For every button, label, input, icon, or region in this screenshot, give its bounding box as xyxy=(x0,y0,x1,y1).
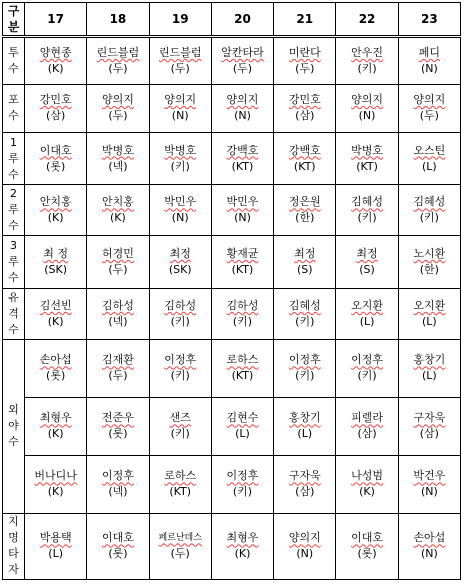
team-abbr: (롯) xyxy=(46,369,66,383)
player-name: 황재균 xyxy=(226,247,259,261)
player-name: 린드블럼 xyxy=(158,45,202,59)
player-name: 양의지 xyxy=(351,93,383,107)
team-abbr: (KT) xyxy=(231,369,254,383)
player-name: 최정 xyxy=(169,247,191,261)
player-cell xyxy=(336,339,398,397)
team-abbr: (삼) xyxy=(295,485,315,499)
player-cell xyxy=(211,84,273,132)
player-cell xyxy=(25,289,87,340)
player-name: 홍창기 xyxy=(413,353,446,367)
player-cell xyxy=(149,37,211,85)
team-abbr: (N) xyxy=(296,547,314,561)
player-cell xyxy=(398,132,460,185)
player-name: 전준우 xyxy=(101,411,134,425)
player-name: 양의지 xyxy=(164,93,197,107)
column-header: 17 xyxy=(25,3,87,37)
team-abbr: (두) xyxy=(170,547,190,561)
team-abbr: (삼) xyxy=(295,109,315,123)
table-row xyxy=(3,513,461,579)
player-cell xyxy=(25,37,87,85)
team-abbr: (KT) xyxy=(356,159,378,173)
player-name: 최형우 xyxy=(39,411,72,425)
player-cell xyxy=(274,397,336,455)
player-name: 최형우 xyxy=(226,531,259,545)
player-cell xyxy=(25,84,87,132)
category-char: 지 xyxy=(8,515,19,529)
player-cell xyxy=(336,37,398,85)
player-name: 이정후 xyxy=(288,353,321,367)
category-char: 수 xyxy=(8,219,19,233)
team-abbr: (키) xyxy=(357,369,377,383)
player-name: 손아섭 xyxy=(413,531,446,545)
player-cell xyxy=(87,84,149,132)
team-abbr: (KT) xyxy=(293,159,316,173)
player-cell xyxy=(336,289,398,340)
player-name: 양의지 xyxy=(101,93,134,107)
category-char: 투 xyxy=(8,45,19,59)
team-abbr: (L) xyxy=(235,427,250,441)
player-cell xyxy=(211,132,273,185)
player-name: 이정후 xyxy=(351,353,383,367)
player-name: 이대호 xyxy=(101,531,134,545)
player-cell xyxy=(398,339,460,397)
player-name: 최 정 xyxy=(43,247,69,261)
table-row xyxy=(3,455,461,513)
team-abbr: (N) xyxy=(171,211,189,225)
team-abbr: (두) xyxy=(232,61,253,75)
team-abbr: (K) xyxy=(47,485,64,499)
player-name: 최정 xyxy=(294,247,316,261)
category-char: 명 xyxy=(8,531,19,545)
category-char: 1 xyxy=(10,135,17,149)
player-name: 양의지 xyxy=(226,93,259,107)
team-abbr: (N) xyxy=(358,109,376,123)
team-abbr: (삼) xyxy=(46,109,66,123)
team-abbr: (L) xyxy=(421,159,437,173)
player-name: 김재환 xyxy=(101,353,134,367)
team-abbr: (두) xyxy=(295,61,315,75)
team-abbr: (N) xyxy=(171,109,189,123)
player-cell xyxy=(274,84,336,132)
team-abbr: (두) xyxy=(419,109,439,123)
player-name: 이대호 xyxy=(351,531,383,545)
player-name: 박병호 xyxy=(101,143,134,157)
category-label xyxy=(3,132,25,185)
team-abbr: (K) xyxy=(47,211,64,225)
player-cell xyxy=(149,185,211,236)
team-abbr: (L) xyxy=(421,315,437,329)
player-cell xyxy=(211,339,273,397)
player-cell xyxy=(211,37,273,85)
team-abbr: (L) xyxy=(421,369,437,383)
category-label xyxy=(3,513,25,579)
player-name: 양의지 xyxy=(288,531,321,545)
category-char: 루 xyxy=(8,203,19,217)
player-cell xyxy=(274,455,336,513)
player-name: 피렐라 xyxy=(351,411,383,425)
team-abbr: (키) xyxy=(232,485,253,499)
player-cell xyxy=(87,513,149,579)
team-abbr: (S) xyxy=(296,263,313,277)
player-cell xyxy=(211,455,273,513)
team-abbr: (SK) xyxy=(44,263,68,277)
team-abbr: (K) xyxy=(47,427,64,441)
player-cell xyxy=(25,185,87,236)
player-name: 이정후 xyxy=(226,469,259,483)
header-row xyxy=(3,3,461,37)
team-abbr: (두) xyxy=(108,61,128,75)
player-cell xyxy=(398,236,460,289)
category-char: 격 xyxy=(8,307,19,321)
column-header: 19 xyxy=(149,3,211,37)
player-name: 박용택 xyxy=(39,531,72,545)
corner-char: 구 xyxy=(7,4,20,18)
player-name: 김하성 xyxy=(101,299,134,313)
player-cell xyxy=(149,513,211,579)
player-name: 안우진 xyxy=(351,45,383,59)
player-name: 이대호 xyxy=(39,143,72,157)
player-cell xyxy=(398,185,460,236)
team-abbr: (K) xyxy=(47,61,64,75)
player-name: 박건우 xyxy=(413,469,446,483)
team-abbr: (키) xyxy=(295,315,315,329)
player-name: 샌즈 xyxy=(169,411,191,425)
category-char: 수 xyxy=(8,167,19,181)
player-cell xyxy=(87,185,149,236)
player-name: 허경민 xyxy=(101,247,134,261)
player-name: 로하스 xyxy=(164,469,197,483)
player-cell xyxy=(398,455,460,513)
team-abbr: (K) xyxy=(47,315,64,329)
team-abbr: (두) xyxy=(170,61,190,75)
player-cell xyxy=(149,84,211,132)
player-name: 버나디나 xyxy=(34,469,77,483)
player-cell xyxy=(211,185,273,236)
player-name: 미란다 xyxy=(288,45,321,59)
player-cell xyxy=(274,289,336,340)
player-name: 박민우 xyxy=(226,195,259,209)
table-row xyxy=(3,132,461,185)
category-char: 수 xyxy=(8,271,19,285)
player-cell xyxy=(336,236,398,289)
player-name: 안치홍 xyxy=(39,195,72,209)
player-cell xyxy=(211,513,273,579)
team-abbr: (N) xyxy=(420,547,438,561)
team-abbr: (두) xyxy=(108,369,128,383)
player-name: 김혜성 xyxy=(413,195,446,209)
player-cell xyxy=(87,455,149,513)
player-cell xyxy=(211,236,273,289)
team-abbr: (키) xyxy=(170,315,190,329)
player-cell xyxy=(274,236,336,289)
player-cell xyxy=(274,132,336,185)
player-cell xyxy=(87,397,149,455)
player-cell xyxy=(149,289,211,340)
column-header: 21 xyxy=(274,3,336,37)
category-char: 수 xyxy=(8,435,19,449)
player-name: 안치홍 xyxy=(101,195,134,209)
player-name: 최정 xyxy=(356,247,378,261)
team-abbr: (롯) xyxy=(108,427,128,441)
player-name: 박병호 xyxy=(164,143,197,157)
team-abbr: (키) xyxy=(357,61,377,75)
player-cell xyxy=(336,132,398,185)
category-char: 루 xyxy=(8,255,19,269)
team-abbr: (키) xyxy=(419,211,439,225)
team-abbr: (K) xyxy=(234,547,251,561)
column-header: 23 xyxy=(398,3,460,37)
category-char: 자 xyxy=(8,563,19,577)
team-abbr: (키) xyxy=(357,211,377,225)
player-cell xyxy=(87,289,149,340)
player-cell xyxy=(274,513,336,579)
player-name: 박병호 xyxy=(351,143,383,157)
player-name: 김하성 xyxy=(226,299,259,313)
team-abbr: (두) xyxy=(108,263,128,277)
player-name: 나성범 xyxy=(351,469,383,483)
table-row xyxy=(3,37,461,85)
category-label xyxy=(3,185,25,236)
player-cell xyxy=(25,513,87,579)
table-row xyxy=(3,289,461,340)
category-char: 야 xyxy=(8,419,19,433)
player-cell xyxy=(336,455,398,513)
player-cell xyxy=(149,397,211,455)
player-cell xyxy=(149,236,211,289)
player-name: 오스틴 xyxy=(413,143,446,157)
team-abbr: (L) xyxy=(297,427,313,441)
player-cell xyxy=(274,185,336,236)
table-row xyxy=(3,236,461,289)
column-header: 20 xyxy=(211,3,273,37)
player-name: 로하스 xyxy=(226,353,259,367)
player-cell xyxy=(336,185,398,236)
team-abbr: (KT) xyxy=(169,485,192,499)
category-char: 포 xyxy=(8,93,19,107)
team-abbr: (K) xyxy=(110,211,126,225)
all-star-table xyxy=(2,2,461,580)
column-header: 18 xyxy=(87,3,149,37)
player-cell xyxy=(25,397,87,455)
player-name: 구자욱 xyxy=(413,411,446,425)
table-row xyxy=(3,339,461,397)
team-abbr: (SK) xyxy=(168,263,192,277)
category-label xyxy=(3,339,25,513)
team-abbr: (N) xyxy=(234,211,251,225)
player-name: 알칸타라 xyxy=(221,45,264,59)
player-name: 강백호 xyxy=(226,143,259,157)
team-abbr: (키) xyxy=(170,369,190,383)
team-abbr: (K) xyxy=(359,485,375,499)
player-name: 양의지 xyxy=(413,93,446,107)
corner-char: 분 xyxy=(7,20,20,34)
player-name: 강민호 xyxy=(288,93,321,107)
player-cell xyxy=(87,37,149,85)
player-name: 이정후 xyxy=(101,469,134,483)
team-abbr: (두) xyxy=(108,109,128,123)
category-char: 수 xyxy=(8,109,19,123)
player-name: 김혜성 xyxy=(288,299,321,313)
player-name: 김현수 xyxy=(226,411,259,425)
player-cell xyxy=(336,513,398,579)
player-cell xyxy=(211,397,273,455)
table-row xyxy=(3,84,461,132)
corner-header xyxy=(3,3,25,37)
player-cell xyxy=(87,339,149,397)
player-cell xyxy=(398,513,460,579)
category-label xyxy=(3,37,25,85)
player-name: 노시환 xyxy=(413,247,446,261)
player-cell xyxy=(398,84,460,132)
team-abbr: (롯) xyxy=(357,547,377,561)
category-char: 2 xyxy=(10,187,17,201)
player-name: 홍창기 xyxy=(288,411,321,425)
team-abbr: (키) xyxy=(170,427,190,441)
table-row xyxy=(3,185,461,236)
team-abbr: (키) xyxy=(295,369,315,383)
category-char: 수 xyxy=(8,61,19,75)
category-label xyxy=(3,84,25,132)
player-name: 페디 xyxy=(418,45,440,59)
player-name: 강백호 xyxy=(288,143,321,157)
player-cell xyxy=(398,37,460,85)
category-label xyxy=(3,236,25,289)
player-cell xyxy=(25,132,87,185)
player-name: 오지환 xyxy=(413,299,446,313)
column-header: 22 xyxy=(336,3,398,37)
player-name: 양현종 xyxy=(39,45,72,59)
player-cell xyxy=(25,236,87,289)
player-cell xyxy=(25,339,87,397)
team-abbr: (N) xyxy=(234,109,251,123)
player-name: 박민우 xyxy=(164,195,197,209)
team-abbr: (삼) xyxy=(357,427,377,441)
category-char: 수 xyxy=(8,323,19,337)
team-abbr: (키) xyxy=(232,315,253,329)
team-abbr: (한) xyxy=(295,211,315,225)
player-name: 이정후 xyxy=(164,353,197,367)
player-cell xyxy=(149,455,211,513)
player-cell xyxy=(336,397,398,455)
player-name: 김하성 xyxy=(164,299,197,313)
player-cell xyxy=(398,397,460,455)
table-row xyxy=(3,397,461,455)
team-abbr: (넥) xyxy=(108,315,128,329)
team-abbr: (KT) xyxy=(231,159,254,173)
player-cell xyxy=(274,37,336,85)
team-abbr: (키) xyxy=(170,159,190,173)
player-cell xyxy=(87,132,149,185)
team-abbr: (L) xyxy=(48,547,63,561)
player-name: 김혜성 xyxy=(351,195,383,209)
player-cell xyxy=(25,455,87,513)
player-name: 린드블럼 xyxy=(96,45,140,59)
player-cell xyxy=(149,339,211,397)
team-abbr: (한) xyxy=(419,263,439,277)
player-name: 페르난데스 xyxy=(158,533,202,544)
team-abbr: (L) xyxy=(359,315,375,329)
team-abbr: (롯) xyxy=(108,547,128,561)
team-abbr: (롯) xyxy=(46,159,66,173)
player-cell xyxy=(149,132,211,185)
player-name: 김선빈 xyxy=(39,299,72,313)
player-name: 손아섭 xyxy=(39,353,72,367)
category-char: 유 xyxy=(8,291,19,305)
team-abbr: (N) xyxy=(420,485,438,499)
player-name: 정은원 xyxy=(288,195,321,209)
team-abbr: (넥) xyxy=(108,485,128,499)
category-char: 외 xyxy=(8,403,19,417)
team-abbr: (넥) xyxy=(108,159,128,173)
player-cell xyxy=(274,339,336,397)
team-abbr: (N) xyxy=(420,61,438,75)
player-name: 구자욱 xyxy=(288,469,321,483)
player-name: 오지환 xyxy=(351,299,383,313)
player-name: 강민호 xyxy=(39,93,72,107)
category-char: 3 xyxy=(10,239,17,253)
player-cell xyxy=(336,84,398,132)
player-cell xyxy=(211,289,273,340)
category-label xyxy=(3,289,25,340)
team-abbr: (KT) xyxy=(231,263,254,277)
team-abbr: (S) xyxy=(359,263,375,277)
player-cell xyxy=(87,236,149,289)
team-abbr: (삼) xyxy=(419,427,439,441)
category-char: 루 xyxy=(8,151,19,165)
category-char: 타 xyxy=(8,547,19,561)
player-cell xyxy=(398,289,460,340)
